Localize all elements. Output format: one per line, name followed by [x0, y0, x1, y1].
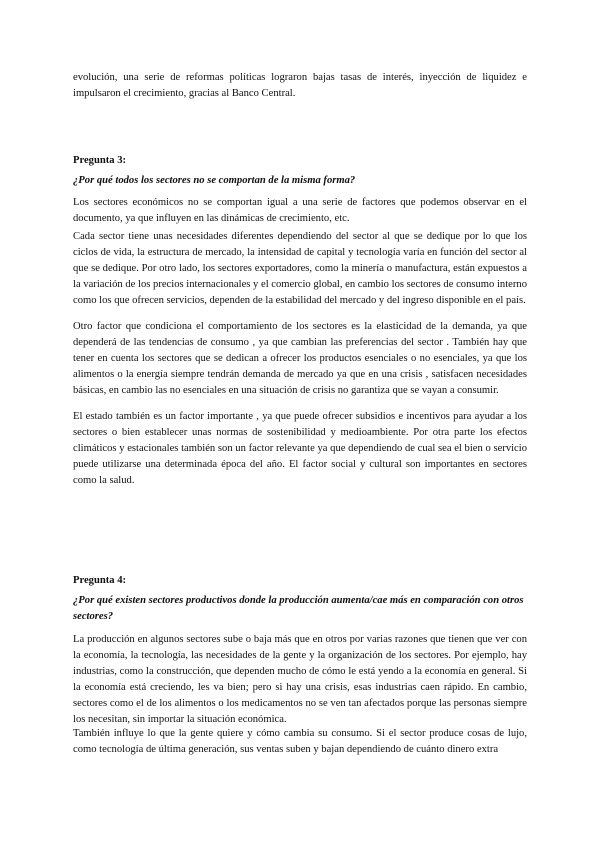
intro-paragraph: evolución, una serie de reformas políticas lograron bajas tasas de interés, inyección de liquidez e impulsaron el crecimiento, gracias al Banco Central.	[73, 72, 527, 99]
section-4-paragraph-2: También influye lo que la gente quiere y cómo cambia su consumo. Si el sector produce cosas de lujo, como tecnología de última generación, sus ventas suben y bajan dependiendo de cuánto dinero extra	[73, 728, 527, 755]
section-3-paragraph-4: El estado también es un factor importante , ya que puede ofrecer subsidios e incentivos para ayudar a los sectores o bien establecer unas normas de sostenibilidad y medioambiente. Por otra parte los efectos climáticos y estacionales también son un factor relevante ya que dependiendo de cual sea el bien o servicio puede utilizarse una determinada época del año. El factor social y cultural son importantes en sectores como la salud.	[73, 411, 527, 486]
section-4-heading: Pregunta 4:	[73, 575, 127, 586]
section-3-paragraph-3: Otro factor que condiciona el comportamiento de los sectores es la elasticidad de la demanda, ya que dependerá de las tendencias de consumo , ya que cambian las preferencias del sector . También hay que tener en cuenta los sectores que se dedican a ofrecer los productos esenciales o no esenciales, ya que los alimentos o la energía siempre tendrán demanda de mercado ya que en una crisis , satisfacen necesidades básicas, en cambio las no esenciales en una situación de crisis no garantiza que se vayan a consumir.	[73, 321, 527, 396]
section-3-paragraph-2: Cada sector tiene unas necesidades diferentes dependiendo del sector al que se dedique por lo que los ciclos de vida, la estructura de mercado, la intensidad de capital y tecnología varía en función del sector al que se dedique. Por otro lado, los sectores exportadores, como la minería o manufactura, están expuestos a la variación de los precios internacionales y el comercio global, en cambio los sectores de consumo interno como los que ofrecen servicios, dependen de la estabilidad del mercado y del ingreso disponible en el país.	[73, 231, 527, 306]
section-3-heading: Pregunta 3:	[73, 155, 127, 166]
section-4-question: ¿Por qué existen sectores productivos donde la producción aumenta/cae más en comparación con otros sectores?	[73, 595, 524, 622]
section-3-paragraph-1: Los sectores económicos no se comportan igual a una serie de factores que podemos observar en el documento, ya que influyen en las dinámicas de crecimiento, etc.	[73, 197, 527, 224]
section-4-paragraph-1: La producción en algunos sectores sube o baja más que en otros por varias razones que tienen que ver con la economía, la tecnología, las necesidades de la gente y la organización de los sectores. Por ejemplo, hay industrias, como la construcción, que dependen mucho de cómo le está yendo a la economía en general. Si la economía está creciendo, les va bien; pero si hay una crisis, esas industrias caen rápido. En cambio, sectores como el de los alimentos o los medicamentos no se ven tan afectados porque las personas siempre los necesitan, sin importar la situación económica.	[73, 634, 527, 725]
section-3-question: ¿Por qué todos los sectores no se comportan de la misma forma?	[73, 175, 356, 186]
